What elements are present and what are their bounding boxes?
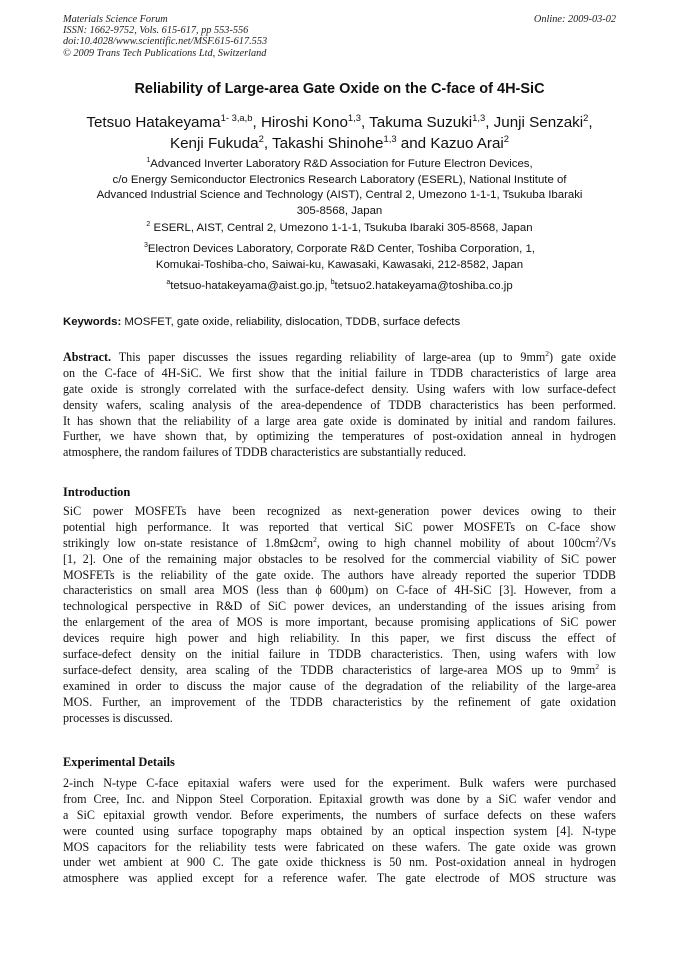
superscript: 2 [313,534,317,544]
superscript: 2 [545,348,550,358]
experimental-text [63,776,616,887]
email: tetsuo-hatakeyama@aist.go.jp, [170,280,331,292]
paragraph-line: SiC power MOSFETs have been recognized as next-generation power devices owing to their [63,504,616,518]
author: , Junji Senzaki [485,114,584,131]
paragraph-line: devices require high power and high reliability. In this paper, we first discuss the effect of [63,631,616,646]
abstract-line: on the C-face of 4H-SiC. We first show that the initial failure in TDDB characteristics of large area [63,365,616,380]
affiliation-3 [63,242,616,273]
paragraph-line: atmosphere was applied except for a reference wafer. The gate electrode of MOS structure was [63,871,616,886]
keywords-label: Keywords: [63,316,122,328]
introduction-text [63,504,616,726]
text: ) gate oxide [549,350,617,364]
abstract-line [63,350,616,366]
affiliation-mark: 1 [146,157,151,165]
paragraph-line: from Cree, Inc. and Nippon Steel Corporation. Epitaxial growth was done by a SiC wafer vendor and [63,791,616,806]
keywords [63,315,616,330]
journal-name: Materials Science Forum [63,14,168,25]
abstract-line: gate oxide is strongly correlated with the surface-defect density. Using wafers with low surface-defect [63,381,616,396]
paper-title: Reliability of Large-area Gate Oxide on the C-face of 4H-SiC [134,81,545,97]
author-affiliation-mark: 1,3 [472,111,486,123]
author-affiliation-mark: 1,3 [347,111,361,123]
paragraph-line: MOSFETs is the reliability of the gate oxide. The authors have already reported the superior TDDB [63,567,616,582]
abstract-line: density wafers, scaling analysis of the area-dependence of TDDB characteristics has been performed. [63,397,616,412]
paragraph-line: characteristics on small area MOS (less than ϕ 600µm) on C-face of 4H-SiC [3]. However, from a [63,583,616,598]
text: strikingly low on-state resistance of 1.8mΩcm [63,535,314,550]
abstract-line: It has shown that the reliability of a large area gate oxide is dominated by initial and random failures. [63,413,616,428]
superscript: 2 [595,534,600,544]
author-emails [63,279,616,295]
paragraph-line: examined in order to discuss the major cause of the degradation of the reliability of the large-area [63,678,616,693]
paragraph-line: were counted using surface topography maps obtained by an optical inspection system [4]. N-type [63,823,616,838]
online-date: Online: 2009-03-02 [533,14,616,25]
abstract-line: atmosphere, the random failures of TDDB characteristics are substantially reduced. [63,445,467,460]
paragraph-line: [1, 2]. One of the remaining major obstacles to be resolved for the commercial viability of SiC power [63,551,616,566]
abstract-label: Abstract. [63,350,112,364]
doi: doi:10.4028/www.scientific.net/MSF.615-617.553 [63,36,268,48]
keywords-text: MOSFET, gate oxide, reliability, dislocation, TDDB, surface defects [121,316,461,328]
paragraph-line: processes is discussed. [63,710,173,725]
abstract [63,350,616,461]
paragraph-line: the enlargement of the area of MOS is more important, because promising applications of SiC power [63,615,616,630]
paragraph-line: MOS. Further, an improvement of the TDDB characteristics by the refinement of gate oxidation [63,694,616,709]
affiliation-line: Advanced Industrial Science and Technology (AIST), Central 2, Umezono 1-1-1, Tsukuba Ibaraki [96,189,583,202]
affiliation-mark: 3 [144,242,148,250]
affiliation-2 [63,221,616,237]
email: tetsuo2.hatakeyama@toshiba.co.jp [334,280,513,292]
author-affiliation-mark: 1- 3,a,b [220,111,253,123]
paragraph-line: a SiC epitaxial growth vendor. Before experiments, the numbers of surface defects on these wafers [63,807,616,822]
journal-header [63,14,616,59]
author-affiliation-mark: 2 [583,111,589,123]
author-list: Tetsuo Hatakeyama$^{1- 3,a,b}$, Hiroshi Kono$^{1,3}$, Takuma Suzuki$^{1,3}$, Junji Senzaki$^2$, Kenji Fukuda$^2$, Takashi Shinohe$^{1,3}$ and Kazuo Arai$^2$ [86,111,593,152]
author: Kenji Fukuda [169,135,259,152]
paragraph-line: technological perspective in R&D of SiC power devices, an understanding of the issues arising from [63,599,616,614]
section-heading-experimental: Experimental Details [63,755,175,769]
paragraph-line [63,663,616,679]
affiliation-line: ESERL, AIST, Central 2, Umezono 1-1-1, Tsukuba Ibaraki 305-8568, Japan [150,222,533,234]
author-affiliation-mark: 2 [258,132,264,144]
author: and Kazuo Arai [396,135,504,152]
text: , owing to high channel mobility of about 100cm [316,535,596,550]
paragraph-line [63,536,616,552]
author-affiliation-mark: 2 [503,132,510,144]
email-mark: a [166,279,171,287]
paragraph-line: 2-inch N-type C-face epitaxial wafers were used for the experiment. Bulk wafers were purchased [63,776,616,790]
author: , Hiroshi Kono [252,114,348,131]
issn: ISSN: 1662-9752, Vols. 615-617, pp 553-556 [63,25,249,37]
paragraph-line: potential high performance. It was reported that vertical SiC power MOSFETs on C-face show [63,519,616,534]
author: Tetsuo Hatakeyama [86,114,221,131]
affiliation-line: 305-8568, Japan [296,204,383,217]
superscript: 2 [595,661,600,671]
text: /Vs [599,535,616,550]
abstract-line: Further, we have shown that, by optimizing the temperatures of post-oxidation anneal in hydrogen [63,429,616,444]
paragraph-line: under wet ambient at 900 C. The gate oxide thickness is 50 nm. Post-oxidation anneal in hydrogen [63,855,616,870]
affiliation-line: c/o Energy Semiconductor Electronics Research Laboratory (ESERL), National Institute of [112,173,567,186]
paragraph-line: surface-defect density on the initial failure in TDDB characteristics. Then, using wafers with low [63,647,616,662]
author-affiliation-mark: 1,3 [383,132,397,144]
email-mark: b [330,279,335,287]
affiliation-line: Komukai-Toshiba-cho, Saiwai-ku, Kawasaki, Kawasaki, 212-8582, Japan [155,258,524,271]
affiliation-line: Advanced Inverter Laboratory R&D Association for Future Electron Devices, [150,158,533,170]
text: This paper discusses the issues regarding reliability of large-area (up to 9mm [111,350,546,364]
author: , Takuma Suzuki [360,114,473,131]
affiliation-1 [63,157,616,219]
text: surface-defect density, area scaling of the TDDB characteristics of large-area MOS up to 9mm [63,662,596,677]
copyright: © 2009 Trans Tech Publications Ltd, Switzerland [63,47,267,59]
paragraph-line: MOS capacitors for the reliability tests were fabricated on these wafers. The gate oxide was grown [63,839,616,854]
author: , Takashi Shinohe [263,135,384,152]
affiliation-mark: 2 [146,221,151,229]
section-heading-introduction: Introduction [63,485,131,499]
affiliation-line: Electron Devices Laboratory, Corporate R&D Center, Toshiba Corporation, 1, [147,243,535,255]
text: is [599,662,616,677]
